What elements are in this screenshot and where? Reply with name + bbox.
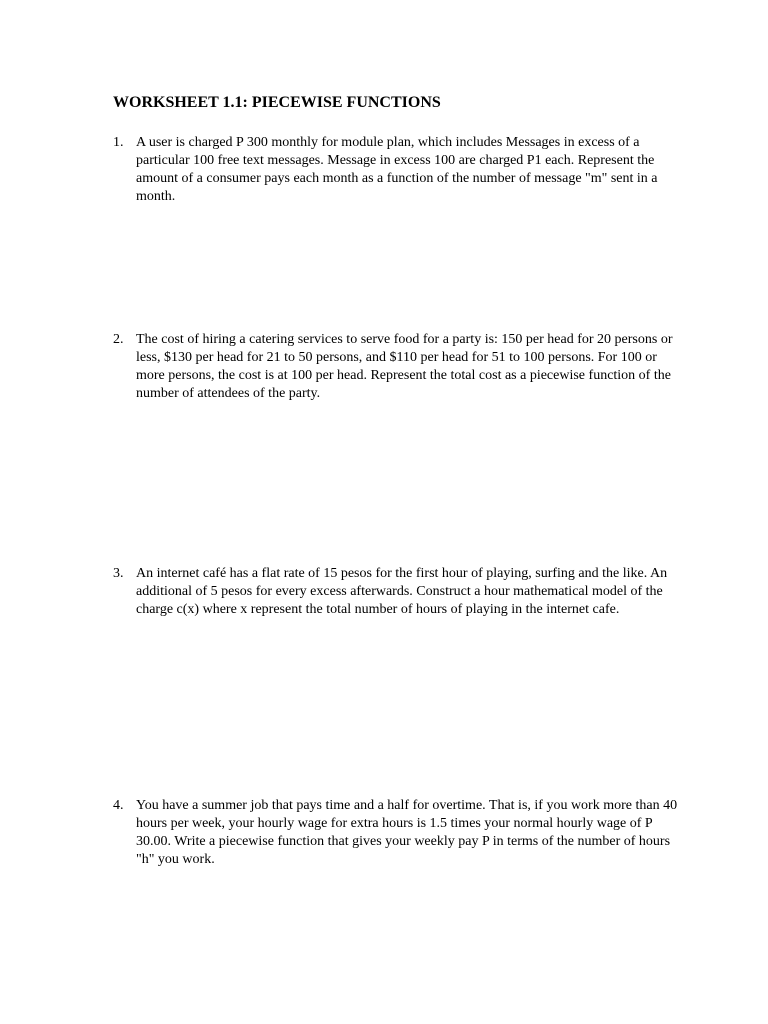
- question-number: 4.: [113, 798, 124, 813]
- question-number: 3.: [113, 566, 124, 581]
- question-number: 2.: [113, 332, 124, 347]
- question-number: 1.: [113, 135, 124, 150]
- page-title: WORKSHEET 1.1: PIECEWISE FUNCTIONS: [113, 94, 441, 111]
- question-text: You have a summer job that pays time and a half for overtime. That is, if you work more than 40 hours per week, your hourly wage for extra hours is 1.5 times your normal hourly wage of P 30.00. Write a piecewise function that gives your weekly pay P in terms of the number of hours "h" you work.: [136, 798, 678, 867]
- question-text: A user is charged P 300 monthly for module plan, which includes Messages in excess of a particular 100 free text messages. Message in excess 100 are charged P1 each. Represent the amount of a consumer pays each month as a function of the number of message "m" sent in a month.: [136, 135, 658, 204]
- question-text: An internet café has a flat rate of 15 pesos for the first hour of playing, surfing and the like. An additional of 5 pesos for every excess afterwards. Construct a hour mathematical model of the charge c(x) where x represent the total number of hours of playing in the internet cafe.: [136, 566, 668, 617]
- question-text: The cost of hiring a catering services to serve food for a party is: 150 per head for 20 persons or less, $130 per head for 21 to 50 persons, and $110 per head for 51 to 100 persons. For 100 or more persons, the cost is at 100 per head. Represent the total cost as a piecewise function of the number of attendees of the party.: [136, 332, 673, 401]
